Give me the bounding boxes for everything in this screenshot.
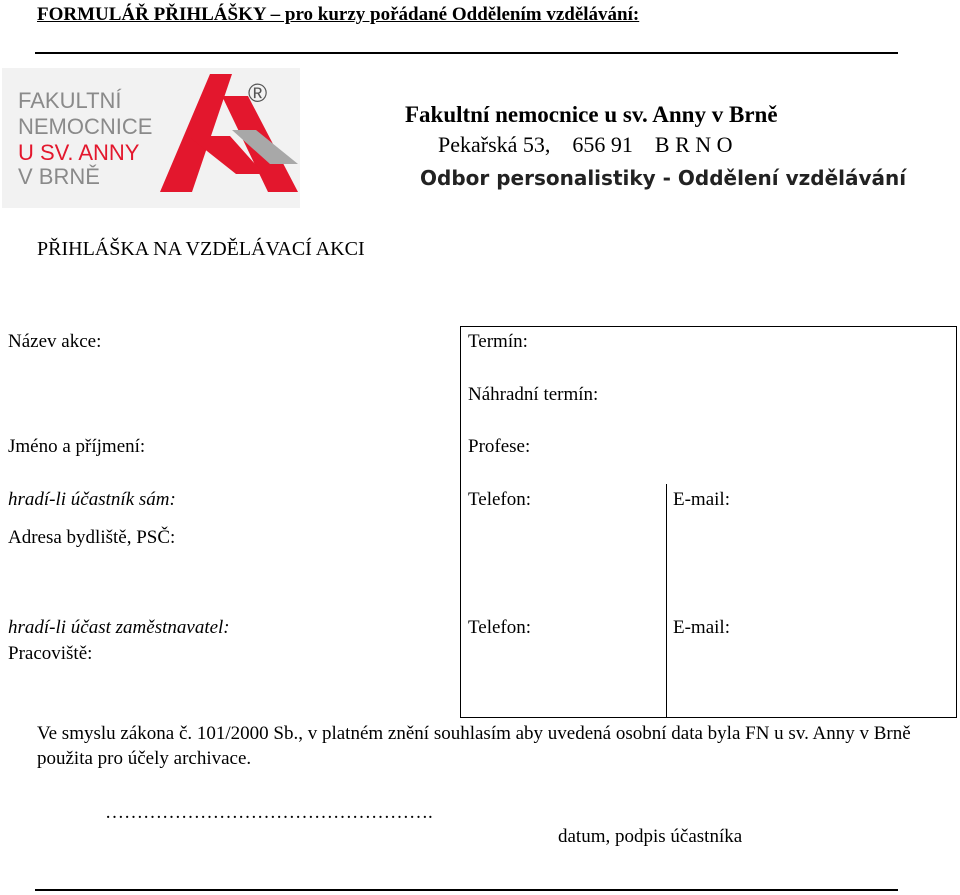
registered-mark: ® <box>248 78 268 108</box>
event-name-label: Název akce: <box>8 331 102 352</box>
organization-name: Fakultní nemocnice u sv. Anny v Brně <box>405 102 778 127</box>
table-top-border <box>460 326 957 327</box>
signature-label: datum, podpis účastníka <box>558 826 743 847</box>
logo-a-mark-icon <box>152 74 300 204</box>
profession-label: Profese: <box>468 436 531 457</box>
form-title: PŘIHLÁŠKA NA VZDĚLÁVACÍ AKCI <box>37 238 365 260</box>
top-divider <box>35 52 898 54</box>
email-label-1: E-mail: <box>673 489 730 510</box>
full-name-label: Jméno a příjmení: <box>8 436 146 457</box>
logo-line-1: FAKULTNÍ <box>18 88 122 113</box>
table-mid-border <box>460 326 461 718</box>
organization-department: Odbor personalistiky - Oddělení vzdělávání <box>420 166 907 190</box>
table-right-border <box>956 326 957 718</box>
consent-text: Ve smyslu zákona č. 101/2000 Sb., v platném znění souhlasím aby uvedená osobní data byla FN u sv. Anny v Brně použita pro účely archivace. <box>37 723 911 769</box>
table-bottom-border <box>460 717 957 718</box>
hospital-logo <box>2 68 300 208</box>
logo-line-3: U SV. ANNY <box>18 140 140 165</box>
organization-address: Pekařská 53, 656 91 B R N O <box>438 132 733 157</box>
employer-paid-label: hradí-li účast zaměstnavatel: <box>8 617 230 638</box>
email-label-2: E-mail: <box>673 617 730 638</box>
table-inner-border <box>666 484 667 718</box>
self-paid-label: hradí-li účastník sám: <box>8 489 176 510</box>
logo-line-2: NEMOCNICE <box>18 114 153 139</box>
signature-line: ……………………………………………. <box>105 802 433 823</box>
phone-label-1: Telefon: <box>468 489 532 510</box>
phone-label-2: Telefon: <box>468 617 532 638</box>
form-heading: FORMULÁŘ PŘIHLÁŠKY – pro kurzy pořádané Oddělením vzdělávání: <box>37 4 640 25</box>
term-label: Termín: <box>468 331 528 352</box>
workplace-label: Pracoviště: <box>8 643 93 664</box>
logo-line-4: V BRNĚ <box>18 164 100 189</box>
bottom-divider <box>35 889 898 891</box>
alt-term-label: Náhradní termín: <box>468 384 599 405</box>
home-address-label: Adresa bydliště, PSČ: <box>8 527 176 548</box>
